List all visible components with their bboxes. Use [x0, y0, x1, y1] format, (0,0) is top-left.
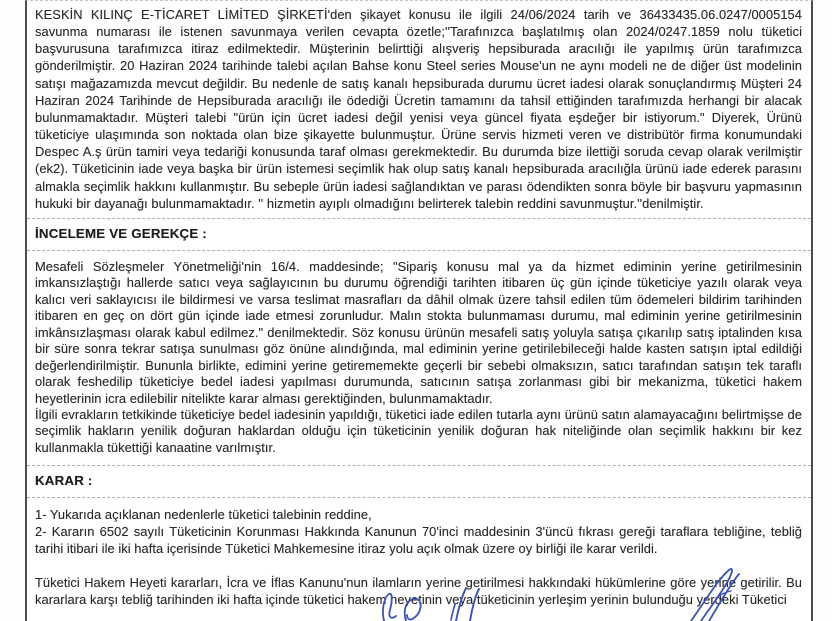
karar-enforcement-note: Tüketici Hakem Heyeti kararları, İcra ve İflas Kanunu'nun ilamların yerine getirilmesi hakkındaki hükümlerine göre yerine getirilir. Bu kararlara karşı tebliğ tarihinden iki hafta içinde tüketici hakem heyetinin veya tüketicinin yerleşim yerinin bulunduğu yerdeki Tüketici: [35, 575, 802, 608]
defense-response-section: [27, 1, 811, 218]
inceleme-section: [27, 251, 811, 465]
inceleme-paragraph-1: Mesafeli Sözleşmeler Yönetmeliği'nin 16/4. maddesinde; "Sipariş konusu mal ya da hizmet ediminin yerine getirilmesinin imkansızlaştığı hallerde satıcı veya sağlayıcının bu durumu öğrendiği tarihten itibaren üç gün içinde tüketiciye yazılı olarak veya kalıcı veri saklayıcısı ile bildirmesi ve varsa teslimat masrafları da dâhil olmak üzere tahsil edilen tüm ödemeleri bildirim tarihinden itibaren en geç on dört gün içinde iade etmesi zorunludur. Malın stokta bulunmaması durumu, mal ediminin yerine getirilmesinin imkânsızlaşması olarak kabul edilmez." denilmektedir. Söz konusu ürünün mesafeli satış yoluyla satışa çıkarılıp satış iptalinden kısa bir süre sonra tekrar satışa sunulması göz önüne alındığında, mal ediminin yerine getirilebileceği halde kasten satışın iptal edildiği değerlendirilmiştir. Bununla birlikte, edimini yerine getirememekte geçerli bir sebebi olmaksızın, satıcı tarafından satışın tek taraflı olarak feshedilip tüketiciye bedel iadesi yapılması durumunda, satıcının satışa zorlanması gibi bir mekanizma, tüketici hakem heyetlerinin icra edilebilir nitelikte karar alması gerektiğinden, bulunmamaktadır.: [35, 258, 802, 406]
defense-response-paragraph: KESKİN KILINÇ E-TİCARET LİMİTED ŞİRKETİ'den şikayet konusu ile ilgili 24/06/2024 tarih ve 36433435.06.0247/0005154 savunma numarası ile istenen savunmaya verilen cevapta özetle;''Tarafınızca başlatılmış olan 2024/0247.1859 nolu tüketici başvurusuna tarafımızca itiraz edilmektedir. Müşterinin belirttiği alışveriş hepsiburada aracılığı ile yapılmış ürün tarafımızca gönderilmiştir. 20 Haziran 2024 tarihinde talebi açılan Bahse konu Steel series Mouse'un ne aynı modeli ne de diğer üst modelinin satışı mağazamızda mevcut değildir. Bu nedenle de satış kanalı hepsiburada durumu ücret iadesi olarak sonuçlandırmış Müşteri 24 Haziran 2024 Tarihinde de Hepsiburada aracılığı ile ödediği Ücretin tamamını da tahsil ettiğinden tarafımızda herhangi bir alacak bulunmamaktadır. Müşteri talebi "ürün için ücret iadesi değil yenisi veya güncel fiyata eşdeğer bir istiyorum." Diyerek, Ürünü tüketiciye ulaşımında son noktada olan bize şikayette bulunmuştur. Ürüne servis hizmeti veren ve distribütör firma konumundaki Despec A.ş ürün tamiri veya tedariği konusunda taraf olması gerekmektedir. Bu durumda bize ilettiği soruda cevap olarak verilmiştir (ek2). Tüketicinin iade veya başka bir ürün istemesi seçimlik hak olup satış kanalı hepsiburada aracılığla ürünü iade ederek parasını almakla seçimlik hakkını kullanmıştır. Bu sebeple ürün iadesi sağlandıktan ve parası ödendikten sonra böyle bir başvuru yapmasının hukuki bir dayanağı bulunmamaktadır. '' hizmetin ayıplı olmadığını belirterek talebin reddini savunmuştur.''denilmiştir.: [35, 7, 802, 211]
karar-section: [27, 498, 811, 612]
inceleme-section-header-row: [27, 218, 811, 251]
inceleme-header-label: İNCELEME VE GEREKÇE :: [35, 225, 207, 241]
decision-document-frame: [25, 0, 813, 621]
karar-header-label: KARAR :: [35, 473, 93, 489]
karar-item-1: 1- Yukarıda açıklanan nedenlerle tüketici talebinin reddine,: [35, 507, 372, 523]
karar-item-2: 2- Kararın 6502 sayılı Tüketicinin Korunması Hakkında Kanunun 70'inci maddesinin 3'üncü fıkrası gereği taraflara tebliğine, tebliğ tarihi itibari ile iki hafta içerisinde Tüketici Mahkemesine itiraz yolu açık olmak üzere oy birliği ile karar verildi.: [35, 524, 802, 557]
inceleme-paragraph-2: İlgili evrakların tetkikinde tüketiciye bedel iadesinin yapıldığı, tüketici iade edilen tutarla aynı ürünü satın alamayacağını belirtmişse de seçimlik hakların yenilik doğuran haklardan olduğu için tüketicinin yenilik doğuran hak niteliğinde olan seçimlik hakkını bir kez kullanmakla tükettiği kanaatine varılmıştır.: [35, 406, 802, 455]
karar-section-header-row: [27, 465, 811, 498]
